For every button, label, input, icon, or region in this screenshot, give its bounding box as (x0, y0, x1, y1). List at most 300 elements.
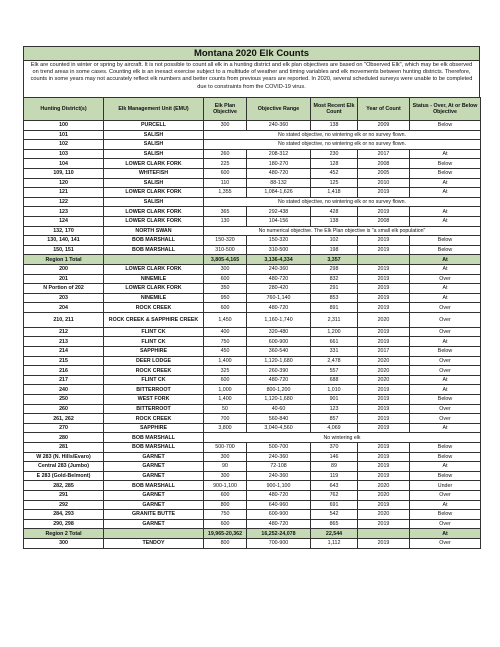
cell-district: 203 (24, 293, 104, 303)
cell-year: 2020 (358, 356, 410, 366)
cell-count: 688 (311, 375, 358, 385)
cell-emu: GARNET (104, 462, 204, 472)
cell-district: Region 1 Total (24, 255, 104, 265)
cell-objective: 500-700 (204, 443, 247, 453)
cell-objective: 110 (204, 178, 247, 188)
cell-count: 2,311 (311, 312, 358, 327)
cell-range: 760-1,140 (247, 293, 311, 303)
cell-note: No stated objective, no wintering elk or no survey flown. (204, 197, 481, 207)
cell-emu: WEST FORK (104, 395, 204, 405)
cell-status: Over (410, 404, 481, 414)
cell-objective: 900-1,100 (204, 481, 247, 491)
cell-status: Over (410, 303, 481, 313)
cell-objective: 19,965-20,362 (204, 529, 247, 539)
cell-emu: SALISH (104, 197, 204, 207)
cell-year: 2019 (358, 471, 410, 481)
cell-status: Below (410, 245, 481, 255)
header-year: Year of Count (358, 98, 410, 121)
cell-year: 2019 (358, 188, 410, 198)
cell-range: 1,120-1,680 (247, 395, 311, 405)
cell-emu: NINEMILE (104, 274, 204, 284)
table-row (24, 274, 481, 284)
cell-district: 123 (24, 207, 104, 217)
table-row (24, 471, 481, 481)
table-row (24, 337, 481, 347)
cell-district: 300 (24, 538, 104, 548)
table-row (24, 452, 481, 462)
cell-range: 260-390 (247, 366, 311, 376)
cell-status: At (410, 264, 481, 274)
cell-year: 2019 (358, 327, 410, 337)
cell-year: 2019 (358, 236, 410, 246)
cell-district: 290, 298 (24, 519, 104, 529)
cell-range: 320-480 (247, 327, 311, 337)
cell-year: 2019 (358, 404, 410, 414)
cell-district: 101 (24, 130, 104, 140)
cell-year (358, 255, 410, 265)
cell-count: 128 (311, 159, 358, 169)
cell-status: Over (410, 538, 481, 548)
cell-count: 331 (311, 347, 358, 357)
table-row (24, 366, 481, 376)
table-row (24, 293, 481, 303)
cell-emu: LOWER CLARK FORK (104, 207, 204, 217)
cell-status: At (410, 337, 481, 347)
cell-emu: LOWER CLARK FORK (104, 284, 204, 294)
cell-district: 216 (24, 366, 104, 376)
header-status: Status - Over, At or Below Objective (410, 98, 481, 121)
cell-count: 198 (311, 245, 358, 255)
cell-year: 2019 (358, 274, 410, 284)
cell-count: 4,069 (311, 423, 358, 433)
cell-range: 1,120-1,680 (247, 356, 311, 366)
table-row (24, 404, 481, 414)
cell-district: 130, 140, 141 (24, 236, 104, 246)
cell-district: 210, 211 (24, 312, 104, 327)
cell-emu: LOWER CLARK FORK (104, 264, 204, 274)
cell-status: Below (410, 443, 481, 453)
cell-range: 640-960 (247, 500, 311, 510)
cell-district: 260 (24, 404, 104, 414)
cell-status: At (410, 207, 481, 217)
cell-emu: LOWER CLARK FORK (104, 216, 204, 226)
cell-year: 2019 (358, 452, 410, 462)
table-row (24, 168, 481, 178)
cell-count: 901 (311, 395, 358, 405)
cell-status: Below (410, 159, 481, 169)
cell-district: 250 (24, 395, 104, 405)
cell-district: 292 (24, 500, 104, 510)
cell-range: 480-720 (247, 375, 311, 385)
cell-district: 261, 262 (24, 414, 104, 424)
cell-emu: BITTERROOT (104, 404, 204, 414)
cell-status: Over (410, 327, 481, 337)
cell-count: 291 (311, 284, 358, 294)
cell-range: 40-60 (247, 404, 311, 414)
cell-status: Below (410, 452, 481, 462)
cell-year: 2020 (358, 490, 410, 500)
cell-note: No numerical objective. The Elk Plan objective is "a small elk population" (204, 226, 481, 236)
cell-count: 557 (311, 366, 358, 376)
cell-range: 480-720 (247, 519, 311, 529)
cell-district: 100 (24, 121, 104, 131)
cell-year: 2019 (358, 414, 410, 424)
cell-year: 2020 (358, 312, 410, 327)
cell-emu: NINEMILE (104, 293, 204, 303)
cell-year: 2019 (358, 207, 410, 217)
cell-district: 217 (24, 375, 104, 385)
cell-count: 298 (311, 264, 358, 274)
cell-range: 900-1,100 (247, 481, 311, 491)
table-row (24, 500, 481, 510)
cell-range: 480-720 (247, 490, 311, 500)
table-row (24, 284, 481, 294)
cell-emu: NORTH SWAN (104, 226, 204, 236)
cell-range: 800-1,200 (247, 385, 311, 395)
cell-district: E 283 (Gold-Belmont) (24, 471, 104, 481)
cell-emu: BITTERROOT (104, 385, 204, 395)
cell-year: 2019 (358, 337, 410, 347)
cell-emu: ROCK CREEK & SAPPHIRE CREEK (104, 312, 204, 327)
cell-district: 121 (24, 188, 104, 198)
cell-count: 428 (311, 207, 358, 217)
cell-status: At (410, 500, 481, 510)
cell-objective: 800 (204, 500, 247, 510)
table-row (24, 443, 481, 453)
table-row (24, 236, 481, 246)
cell-district: W 283 (N. Hills/Evaro) (24, 452, 104, 462)
cell-objective: 400 (204, 327, 247, 337)
cell-objective: 1,000 (204, 385, 247, 395)
cell-emu: SALISH (104, 130, 204, 140)
cell-district: 102 (24, 140, 104, 150)
cell-district: 212 (24, 327, 104, 337)
cell-range: 240-360 (247, 264, 311, 274)
header-district: Hunting District(s) (24, 98, 104, 121)
cell-count: 146 (311, 452, 358, 462)
table-row (24, 538, 481, 548)
cell-status: Below (410, 168, 481, 178)
cell-district: 282, 285 (24, 481, 104, 491)
cell-district: 204 (24, 303, 104, 313)
elk-counts-table (23, 97, 481, 549)
table-body (24, 121, 481, 549)
cell-emu (104, 529, 204, 539)
cell-status: At (410, 375, 481, 385)
cell-emu: DEER LODGE (104, 356, 204, 366)
cell-year: 2017 (358, 149, 410, 159)
cell-range: 180-270 (247, 159, 311, 169)
table-row (24, 385, 481, 395)
cell-district: 201 (24, 274, 104, 284)
cell-count: 1,112 (311, 538, 358, 548)
cell-range: 1,084-1,626 (247, 188, 311, 198)
cell-district: 270 (24, 423, 104, 433)
cell-year: 2019 (358, 500, 410, 510)
cell-objective: 130 (204, 216, 247, 226)
cell-district: 213 (24, 337, 104, 347)
cell-objective: 700 (204, 414, 247, 424)
cell-emu (104, 255, 204, 265)
cell-emu: BOB MARSHALL (104, 443, 204, 453)
cell-emu: GARNET (104, 490, 204, 500)
cell-objective: 225 (204, 159, 247, 169)
cell-emu: BOB MARSHALL (104, 481, 204, 491)
cell-objective: 365 (204, 207, 247, 217)
cell-range: 700-900 (247, 538, 311, 548)
cell-count: 853 (311, 293, 358, 303)
table-row (24, 375, 481, 385)
cell-objective: 150-320 (204, 236, 247, 246)
cell-year: 2019 (358, 443, 410, 453)
cell-count: 138 (311, 121, 358, 131)
table-row (24, 490, 481, 500)
cell-range: 104-156 (247, 216, 311, 226)
cell-status: At (410, 529, 481, 539)
cell-objective: 300 (204, 121, 247, 131)
cell-range: 480-720 (247, 168, 311, 178)
cell-count: 22,544 (311, 529, 358, 539)
cell-count: 857 (311, 414, 358, 424)
cell-year: 2019 (358, 303, 410, 313)
cell-status: Over (410, 274, 481, 284)
table-row (24, 264, 481, 274)
table-row (24, 226, 481, 236)
cell-year: 2009 (358, 121, 410, 131)
cell-count: 661 (311, 337, 358, 347)
cell-count: 1,010 (311, 385, 358, 395)
cell-emu: ROCK CREEK (104, 366, 204, 376)
table-row (24, 414, 481, 424)
cell-year: 2019 (358, 538, 410, 548)
table-row (24, 178, 481, 188)
cell-emu: SAPPHIRE (104, 347, 204, 357)
cell-objective: 325 (204, 366, 247, 376)
cell-year: 2019 (358, 293, 410, 303)
intro-paragraph: Elk are counted in winter or spring by aircraft. It is not possible to count all elk in a hunting district and elk plan objectives are based on "Observed Elk", which may be elk observed on trend areas in some cases. Counting elk is an inexact exercise subject to a multitude of weather and timing variables and elk movements between hunting districts. Therefore, counts in some years may not accurately reflect elk numbers and better counts from previous years are reported. In 2020, several scheduled surveys were unable to be completed due to constraints from the COVID-19 virus. (23, 60, 480, 97)
cell-objective: 50 (204, 404, 247, 414)
cell-range: 240-360 (247, 471, 311, 481)
cell-emu: BOB MARSHALL (104, 433, 204, 443)
cell-status: At (410, 188, 481, 198)
cell-emu: GARNET (104, 500, 204, 510)
cell-note: No stated objective, no wintering elk or no survey flown. (204, 130, 481, 140)
cell-count: 1,200 (311, 327, 358, 337)
table-row (24, 423, 481, 433)
table-row (24, 356, 481, 366)
cell-objective: 1,400 (204, 395, 247, 405)
cell-status: Over (410, 414, 481, 424)
cell-range: 500-700 (247, 443, 311, 453)
cell-emu: FLINT CK (104, 375, 204, 385)
cell-status: Over (410, 366, 481, 376)
cell-emu: FLINT CK (104, 337, 204, 347)
cell-count: 1,418 (311, 188, 358, 198)
cell-count: 832 (311, 274, 358, 284)
cell-range: 1,160-1,740 (247, 312, 311, 327)
cell-year: 2019 (358, 462, 410, 472)
cell-emu: PURCELL (104, 121, 204, 131)
cell-range: 3,136-4,334 (247, 255, 311, 265)
cell-year: 2020 (358, 481, 410, 491)
table-row (24, 197, 481, 207)
cell-objective: 600 (204, 375, 247, 385)
cell-count: 643 (311, 481, 358, 491)
cell-objective: 600 (204, 490, 247, 500)
cell-emu: LOWER CLARK FORK (104, 159, 204, 169)
cell-district: 120 (24, 178, 104, 188)
cell-objective: 600 (204, 168, 247, 178)
cell-district: 215 (24, 356, 104, 366)
cell-year: 2020 (358, 375, 410, 385)
cell-objective: 800 (204, 538, 247, 548)
cell-objective: 260 (204, 149, 247, 159)
cell-status: At (410, 255, 481, 265)
cell-year: 2008 (358, 216, 410, 226)
cell-range: 16,252-24,078 (247, 529, 311, 539)
cell-district: 281 (24, 443, 104, 453)
cell-emu: LOWER CLARK FORK (104, 188, 204, 198)
cell-emu: GARNET (104, 452, 204, 462)
cell-status: At (410, 284, 481, 294)
table-row (24, 395, 481, 405)
cell-objective: 1,450 (204, 312, 247, 327)
cell-range: 88-132 (247, 178, 311, 188)
cell-range: 480-720 (247, 303, 311, 313)
cell-emu: TENDOY (104, 538, 204, 548)
cell-status: Below (410, 510, 481, 520)
cell-range: 240-360 (247, 452, 311, 462)
cell-range: 208-312 (247, 149, 311, 159)
cell-district: Central 283 (Jumbo) (24, 462, 104, 472)
cell-count: 891 (311, 303, 358, 313)
table-row (24, 130, 481, 140)
cell-count: 119 (311, 471, 358, 481)
cell-range: 480-720 (247, 274, 311, 284)
cell-objective: 300 (204, 452, 247, 462)
cell-year: 2005 (358, 168, 410, 178)
table-row (24, 245, 481, 255)
cell-emu: SAPPHIRE (104, 423, 204, 433)
cell-year: 2019 (358, 284, 410, 294)
cell-count: 691 (311, 500, 358, 510)
cell-year: 2019 (358, 385, 410, 395)
table-row (24, 207, 481, 217)
cell-district: N Portion of 202 (24, 284, 104, 294)
cell-status: Over (410, 356, 481, 366)
cell-status: Below (410, 395, 481, 405)
cell-objective: 600 (204, 519, 247, 529)
table-row (24, 327, 481, 337)
cell-objective: 350 (204, 284, 247, 294)
region-total-row (24, 529, 481, 539)
cell-year: 2019 (358, 519, 410, 529)
table-row (24, 188, 481, 198)
header-range: Objective Range (247, 98, 311, 121)
cell-count: 370 (311, 443, 358, 453)
cell-emu: GARNET (104, 519, 204, 529)
table-header-row (24, 98, 481, 121)
cell-note: No wintering elk (204, 433, 481, 443)
cell-year: 2008 (358, 159, 410, 169)
table-row (24, 481, 481, 491)
cell-district: 104 (24, 159, 104, 169)
table-row (24, 121, 481, 131)
cell-status: At (410, 462, 481, 472)
cell-year: 2019 (358, 245, 410, 255)
header-objective: Elk Plan Objective (204, 98, 247, 121)
cell-district: 284, 293 (24, 510, 104, 520)
cell-year: 2017 (358, 347, 410, 357)
cell-emu: BOB MARSHALL (104, 245, 204, 255)
cell-objective: 600 (204, 274, 247, 284)
header-count: Most Recent Elk Count (311, 98, 358, 121)
cell-range: 3,040-4,560 (247, 423, 311, 433)
cell-district: 214 (24, 347, 104, 357)
table-row (24, 510, 481, 520)
cell-district: 122 (24, 197, 104, 207)
cell-emu: ROCK CREEK (104, 303, 204, 313)
region-total-row (24, 255, 481, 265)
cell-emu: GRANITE BUTTE (104, 510, 204, 520)
cell-status: At (410, 178, 481, 188)
cell-count: 102 (311, 236, 358, 246)
cell-range: 600-900 (247, 337, 311, 347)
cell-range: 360-540 (247, 347, 311, 357)
cell-range: 240-360 (247, 121, 311, 131)
cell-district: 132, 170 (24, 226, 104, 236)
cell-status: Below (410, 236, 481, 246)
cell-count: 3,357 (311, 255, 358, 265)
cell-emu: GARNET (104, 471, 204, 481)
cell-objective: 300 (204, 471, 247, 481)
cell-count: 762 (311, 490, 358, 500)
cell-count: 125 (311, 178, 358, 188)
cell-year: 2019 (358, 423, 410, 433)
cell-emu: SALISH (104, 178, 204, 188)
cell-status: At (410, 293, 481, 303)
cell-objective: 450 (204, 347, 247, 357)
cell-district: 103 (24, 149, 104, 159)
cell-objective: 1,355 (204, 188, 247, 198)
cell-district: Region 2 Total (24, 529, 104, 539)
cell-objective: 90 (204, 462, 247, 472)
cell-objective: 310-500 (204, 245, 247, 255)
cell-status: Over (410, 490, 481, 500)
cell-status: At (410, 216, 481, 226)
cell-objective: 3,805-4,165 (204, 255, 247, 265)
cell-status: At (410, 423, 481, 433)
cell-note: No stated objective, no wintering elk or no survey flown. (204, 140, 481, 150)
cell-year (358, 529, 410, 539)
table-row (24, 462, 481, 472)
table-row (24, 312, 481, 327)
cell-range: 150-320 (247, 236, 311, 246)
cell-status: At (410, 149, 481, 159)
cell-objective: 750 (204, 510, 247, 520)
cell-count: 89 (311, 462, 358, 472)
cell-status: Under (410, 481, 481, 491)
cell-emu: SALISH (104, 140, 204, 150)
table-row (24, 433, 481, 443)
cell-range: 600-900 (247, 510, 311, 520)
cell-count: 138 (311, 216, 358, 226)
cell-status: Over (410, 312, 481, 327)
cell-district: 200 (24, 264, 104, 274)
cell-district: 124 (24, 216, 104, 226)
cell-status: Over (410, 519, 481, 529)
cell-range: 72-108 (247, 462, 311, 472)
